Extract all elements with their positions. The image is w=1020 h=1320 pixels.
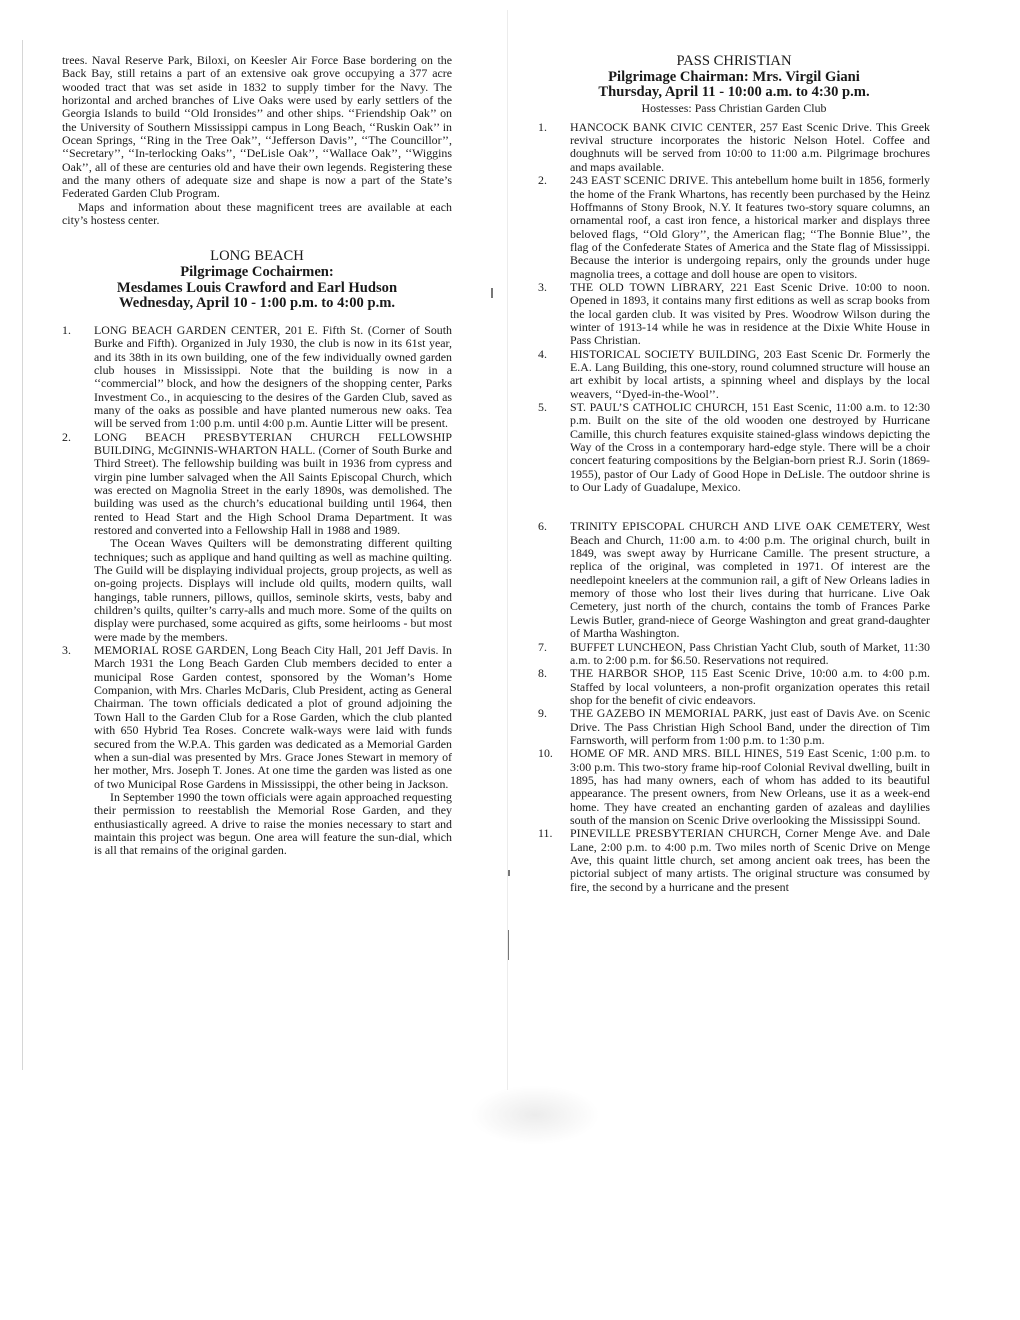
item-number: 1.: [538, 119, 547, 134]
long-beach-list: [62, 324, 452, 858]
item-number: 11.: [538, 826, 553, 841]
chair-label: Pilgrimage Cochairmen:: [180, 264, 334, 281]
list-item: [62, 644, 452, 858]
item-number: 9.: [538, 706, 547, 721]
item-text: HOME OF MR. AND MRS. BILL HINES, 519 East Scenic, 1:00 p.m. to 3:00 p.m. This two-story frame hip-roof Colonial Revival dwelling, built in 1895, has had many owners, each of whom has added to its beautiful appearance. The present owners, from New Orleans, use it as a week-end home. They have created an enchanting garden of azaleas and daylilies south of the mansion on Scenic Drive overlooking the Mississippi Sound.: [570, 746, 930, 827]
list-item: [538, 667, 930, 707]
list-item: [538, 520, 930, 640]
long-beach-header: [62, 249, 452, 311]
scan-mark: [491, 288, 493, 298]
item-text: HISTORICAL SOCIETY BUILDING, 203 East Scenic Dr. Formerly the E.A. Lang Building, this one-story, round columned structure will house an art exhibit by local artists, a spinning wheel and displays by the local weavers, ‘‘Dyed-in-the-Wool’’.: [570, 346, 930, 401]
pass-christian-list-continued: [538, 520, 930, 894]
item-text: BUFFET LUNCHEON, Pass Christian Yacht Club, south of Market, 11:30 a.m. to 2:00 p.m. for $6.50. Reservations not required.: [570, 639, 930, 667]
page-fold-line: [507, 10, 508, 1090]
scan-edge-line: [22, 40, 23, 1070]
chair-label: Pilgrimage Chairman: Mrs. Virgil Giani: [608, 68, 860, 85]
section-date: Thursday, April 11 - 10:00 a.m. to 4:30 p.m.: [598, 84, 870, 101]
item-number: 3.: [62, 643, 71, 658]
item-text: MEMORIAL ROSE GARDEN, Long Beach City Hall, 201 Jeff Davis. In March 1931 the Long Beach Garden Club members decided to enter a municipal Rose Garden contest, sponsored by the Woman’s Home Companion, with Mrs. Charles McDaris, Club President, acting as General Chairman. The town officials dedicated a plot of ground adjoining the Town Hall to the Garden Club for a Rose Garden, which the club planted with 650 Hybrid Tea Roses. Concrete walk-ways were laid with funds secured from the W.P.A. This garden was dedicated as a Memorial Garden when a sun-dial was presented by Mrs. Grace Jones Stewart in memory of her mother, Mrs. Joseph T. Jones. At one time the garden was listed as one of two Municipal Rose Gardens in Mississippi, the other being in Jackson.: [94, 643, 452, 791]
item-number: 6.: [538, 519, 547, 534]
pass-christian-header: [538, 54, 930, 115]
list-item: [62, 431, 452, 645]
item-text: 243 EAST SCENIC DRIVE. This antebellum home built in 1856, formerly the home of the Frank Whartons, has recently been purchased by the Heinz Hoffmanns of Stony Brook, N.Y. It features two-story square columns, an ornamental roof, a cast iron fence, a historical marker and displays three beloved flags, ‘‘Old Glory’’, the American flag; ‘‘The Bonnie Blue’’, the flag of the Confederate States of America and the State flag of Mississippi. Because the interior is undergoing repairs, only the grounds under huge magnolia trees, a cottage and doll house are open to visitors.: [570, 173, 930, 281]
item-text: TRINITY EPISCOPAL CHURCH AND LIVE OAK CEMETERY, West Beach and Church, 11:00 a.m. to 4:00 p.m. The original church, built in 1849, was swept away by Hurricane Camille. The present structure, a replica of the original, was completed in 1971. Of interest are the needlepoint kneelers at the communion rail, a gift of New Orleans ladies in memory of those who lost their lives during that hurricane. Live Oak Cemetery, just north of the church, contains the tomb of Frances Parke Lewis Butler, grand-niece of George Washington and great grand-daughter of Martha Washington.: [570, 519, 930, 641]
list-item: [538, 827, 930, 894]
list-item: [538, 401, 930, 494]
item-text: HANCOCK BANK CIVIC CENTER, 257 East Scenic Drive. This Greek revival structure incorporates the historic Nelson Hotel. Coffee and doughnuts will be served from 10:00 to 11:00 a.m. Pilgrimage brochures and maps available.: [570, 119, 930, 174]
item-number: 3.: [538, 279, 547, 294]
item-text: THE HARBOR SHOP, 115 East Scenic Drive, 10:00 a.m. to 4:00 p.m. Staffed by local volunteers, a non-profit organization operates this retail shop for the benefit of civic endeavors.: [570, 666, 930, 707]
item-number: 2.: [62, 429, 71, 444]
item-number: 2.: [538, 173, 547, 188]
item-number: 10.: [538, 746, 553, 761]
item-text: The Ocean Waves Quilters will be demonstrating different quilting techniques; such as applique and hand quilting as well as machine quilting. The Guild will be displaying individual projects, group projects, as well as on-going projects. Displays will include old quilts, modern quilts, wall hangings, table runners, pillows, quillos, seminole skirts, vests, baby and children’s quilts, quilter’s carry-alls and much more. Some of the quilts on display were purchased, some acquired as gifts, some heirlooms - but most were made by the members.: [94, 536, 452, 644]
intro-paragraph: Maps and information about these magnificent trees are available at each city’s hostess center.: [62, 199, 452, 228]
item-text: LONG BEACH GARDEN CENTER, 201 E. Fifth St. (Corner of South Burke and Fifth). Organized in July 1930, the club is now in its 61st year, and its 38th in its own building, one of the few individually owned garden club houses in Mississippi. Note that the building is now in a ‘‘commercial’’ block, and how the designers of the shopping center, Parks Investment Co., in acquiescing to the desires of the Garden Club, saved as many of the oaks as possible and have planted numerous new oaks. Tea will be served from 1:00 p.m. until 4:00 p.m. Auntie Litter will be present.: [94, 322, 452, 431]
section-title: PASS CHRISTIAN: [676, 53, 792, 69]
section-title: LONG BEACH: [210, 248, 304, 265]
list-item: [538, 348, 930, 401]
scan-mark: [508, 930, 509, 960]
chair-names: Mesdames Louis Crawford and Earl Hudson: [116, 279, 398, 296]
item-text: ST. PAUL’S CATHOLIC CHURCH, 151 East Scenic, 11:00 a.m. to 12:30 p.m. Built on the site of the old wooden one destroyed by Hurricane Camille, this church features exquisite stained-glass windows depicting the Way of the Cross in a contemporary hard-edge style. There will be a choir concert featuring compositions by the Belgian-born priest R.J. Sorin (1869-1955), pastor of Our Lady of Good Hope in DeLisle. The outdoor shrine is to Our Lady of Guadalupe, Mexico.: [570, 400, 930, 495]
item-text: THE GAZEBO IN MEMORIAL PARK, just east of Davis Ave. on Scenic Drive. The Pass Christian High School Band, under the direction of Tim Farnsworth, will perform from 1:00 p.m. to 1:30 p.m.: [570, 706, 930, 747]
list-item: [538, 121, 930, 174]
left-column: [62, 54, 452, 858]
pass-christian-list: [538, 121, 930, 495]
item-text: In September 1990 the town officials were again approached requesting their permission to reestablish the Memorial Rose Garden, and they enthusiastically agreed. A drive to raise the monies necessary to start and maintain this project was begun. One area will feature the sun-dial, which is all that remains of the original garden.: [94, 789, 452, 858]
list-item: [538, 641, 930, 668]
item-number: 4.: [538, 346, 547, 361]
item-number: 1.: [62, 322, 71, 337]
item-text: PINEVILLE PRESBYTERIAN CHURCH, Corner Menge Ave. and Dale Lane, 2:00 p.m. to 4:00 p.m. Two miles north of Scenic Drive on Menge Ave, this quaint little church, set among ancient oak trees, has been the pictorial subject of many artists. The original structure was consumed by fire, the second by a hurricane and the present: [570, 826, 930, 894]
list-item: [538, 281, 930, 348]
item-text: LONG BEACH PRESBYTERIAN CHURCH FELLOWSHIP BUILDING, McGINNIS-WHARTON HALL. (Corner of South Burke and Third Street). The fellowship building was built in 1936 from cypress and virgin pine lumber salvaged when the All Saints Episcopal Church, which was erected on Magnolia Street in the early 1890s, was demolished. The building was used as the church’s educational building until 1964, then rented to Head Start and the High School Drama Department. It was restored and converted into a Fellowship Hall in 1988 and 1989.: [94, 429, 452, 537]
list-item: [538, 707, 930, 747]
hostess-line: Hostesses: Pass Christian Garden Club: [641, 100, 827, 115]
list-item: [538, 747, 930, 827]
item-text: THE OLD TOWN LIBRARY, 221 East Scenic Drive. 10:00 to noon. Opened in 1893, it contains many first editions as well as scrap books from the local garden club. It was visited by Pres. Woodrow Wilson during the winter of 1913-14 while he was in residence at the Dixie White House in Pass Christian.: [570, 279, 930, 348]
section-date: Wednesday, April 10 - 1:00 p.m. to 4:00 p.m.: [118, 295, 396, 312]
item-number: 8.: [538, 666, 547, 681]
intro-paragraph: trees. Naval Reserve Park, Biloxi, on Keesler Air Force Base bordering on the Back Bay, still retains a part of an extensive oak grove occupying a 377 acre wooded tract that was set aside in 1832 to supply timber for the Navy. The horizontal and arched branches of Live Oaks were used by early settlers of the Georgia Islands to build ‘‘Old Ironsides’’ and other ships. ‘‘Friendship Oak’’ on the University of Southern Mississippi campus in Long Beach, ‘‘Ruskin Oak’’ in Ocean Springs, ‘‘Ring in the Tree Oak’’, ‘‘Jefferson Davis’’, ‘‘The Councillor’’, ‘‘Secretary’’, ‘‘In-terlocking Oaks’’, ‘‘DeLisle Oak’’, ‘‘Wallace Oak’’, ‘‘Wiggins Oak’’, all of these are centuries old and have their own legends. Registering these and the many others of adequate size and shape is now a part of the State’s Federated Garden Club Program.: [62, 53, 452, 201]
list-item: [538, 174, 930, 281]
item-number: 5.: [538, 400, 547, 414]
scan-smudge: [470, 1085, 600, 1145]
scan-mark: [508, 870, 510, 876]
list-item: [62, 324, 452, 431]
right-column: [538, 54, 930, 894]
item-number: 7.: [538, 639, 547, 654]
